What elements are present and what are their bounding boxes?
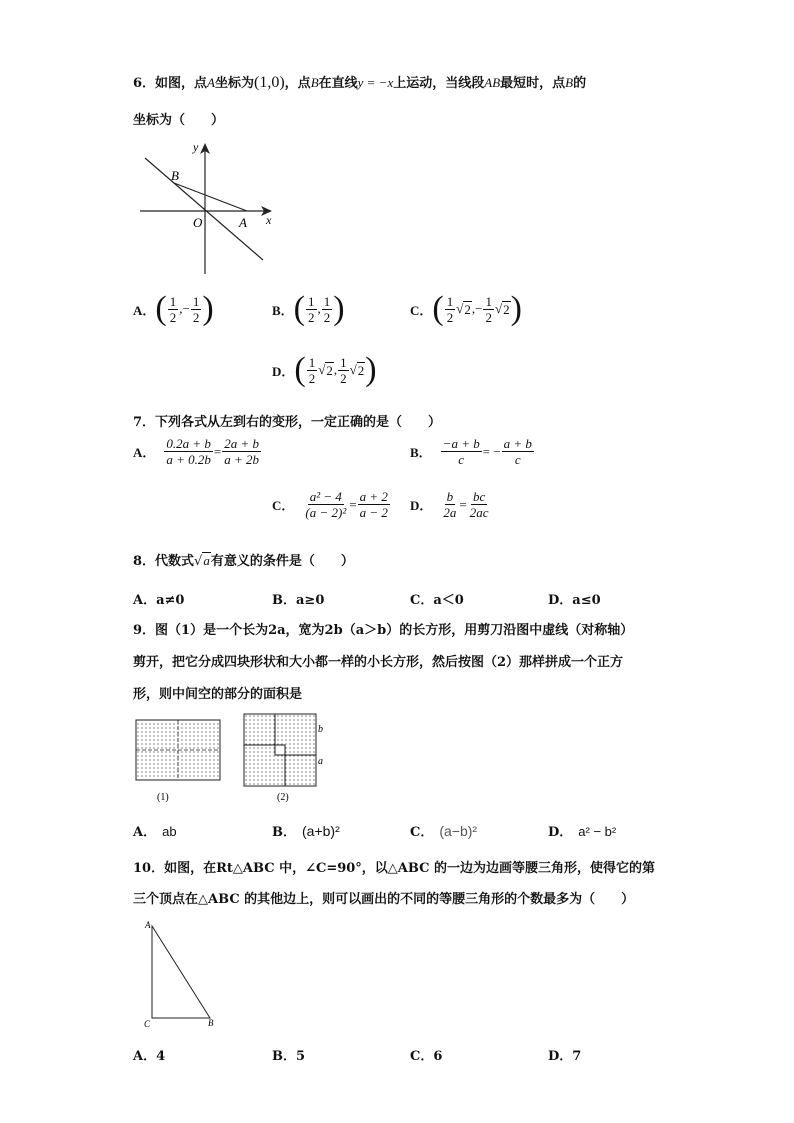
fig2-label-b: b (318, 724, 323, 735)
q10-option-a[interactable]: A．4 (133, 1049, 166, 1064)
q10-option-d[interactable]: D．7 (548, 1049, 582, 1064)
q8-option-a[interactable]: A．a≠0 (133, 593, 185, 608)
fig-label-A: A (239, 215, 247, 230)
fig-label-O: O (193, 215, 203, 230)
q10-option-c[interactable]: C．6 (410, 1049, 443, 1064)
q9-option-c[interactable]: C． (a−b)² (410, 823, 478, 840)
fig2-label-a: a (318, 756, 323, 767)
q6-option-b[interactable]: B． ( $\frac{1}{2}$ , $\frac{1}{2}$ ) (272, 290, 345, 327)
fig-label-B: B (171, 168, 179, 183)
q6-figure (135, 138, 280, 278)
segment-AB (174, 183, 247, 211)
q9-stem-line2: 剪开，把它分成四块形状和大小都一样的小长方形，然后按图（2）那样拼成一个正方 (133, 655, 624, 670)
q9-option-a[interactable]: A． ab (133, 824, 177, 840)
fig1-caption: (1) (157, 792, 169, 803)
q7-option-c[interactable]: C． $\frac{\text{a² − 4}}{\text{(a − 2)²}}$ = $\frac{a + 2}{a - 2}$ (272, 489, 388, 520)
fig-label-B: B (208, 1018, 214, 1028)
q6-option-d[interactable]: D． ( $\frac{1}{2}$ √ 2 , $\frac{1}{2}$ √ 2 ) (272, 351, 377, 388)
q9-figures (132, 710, 337, 806)
q9-option-d[interactable]: D． a² − b² (548, 824, 617, 840)
q8-stem: 8．代数式√a有意义的条件是（ ） (133, 553, 354, 569)
q9-stem-line1: 9．图（1）是一个长为2a，宽为2b（a＞b）的长方形，用剪刀沿图中虚线（对称轴） (133, 623, 634, 638)
q9-option-b[interactable]: B． (a+b)² (272, 823, 340, 840)
q10-option-b[interactable]: B．5 (272, 1049, 306, 1064)
q7-option-a[interactable]: A． $\frac{0.2a + b}{a + 0.2b}$ = $\frac{2a + b}{a + 2b}$ (133, 436, 260, 467)
q7-option-d[interactable]: D． $\frac{b}{2a}$ = $\frac{bc}{2ac}$ (410, 489, 489, 520)
fig-label-C: C (144, 1019, 151, 1029)
q7-option-b[interactable]: B． $\frac{-a + b}{c}$ = − $\frac{a + b}{c}$ (410, 436, 532, 467)
q7-stem: 7．下列各式从左到右的变形，一定正确的是（ ） (133, 415, 442, 430)
q9-stem-line3: 形，则中间空的部分的面积是 (133, 687, 303, 702)
q10-stem-line1: 10．如图，在Rt△ABC 中，∠C=90°，以△ABC 的一边为边画等腰三角形，使得它的第 (133, 861, 655, 876)
fig2-caption: (2) (277, 792, 289, 803)
q10-stem-line2: 三个顶点在△ABC 的其他边上，则可以画出的不同的等腰三角形的个数最多为（ ） (133, 892, 635, 907)
q6-option-a[interactable]: A． ( $\frac{1}{2}$ ,− $\frac{1}{2}$ ) (133, 290, 214, 327)
q10-triangle-figure (140, 918, 230, 1033)
q8-option-b[interactable]: B．a≥0 (272, 593, 325, 608)
q6-stem-line1: 6．如图，点A坐标为(1,0)，点B在直线y = −x上运动，当线段AB最短时，点B的 (133, 74, 587, 91)
triangle-ABC (152, 926, 210, 1018)
q8-option-d[interactable]: D．a≤0 (548, 593, 601, 608)
q8-option-c[interactable]: C．a＜0 (410, 593, 464, 608)
q6-option-c[interactable]: C． ( $\frac{1}{2}$ √ 2 ,− $\frac{1}{2}$ √ 2 ) (410, 290, 522, 327)
fig2-center-hole (275, 745, 285, 755)
q6-stem-line2: 坐标为（ ） (133, 113, 225, 128)
fig-label-x: x (266, 213, 272, 227)
fig-label-A: A (145, 920, 151, 930)
line-y-eq-neg-x (145, 158, 263, 260)
fig-label-y: y (193, 140, 199, 154)
